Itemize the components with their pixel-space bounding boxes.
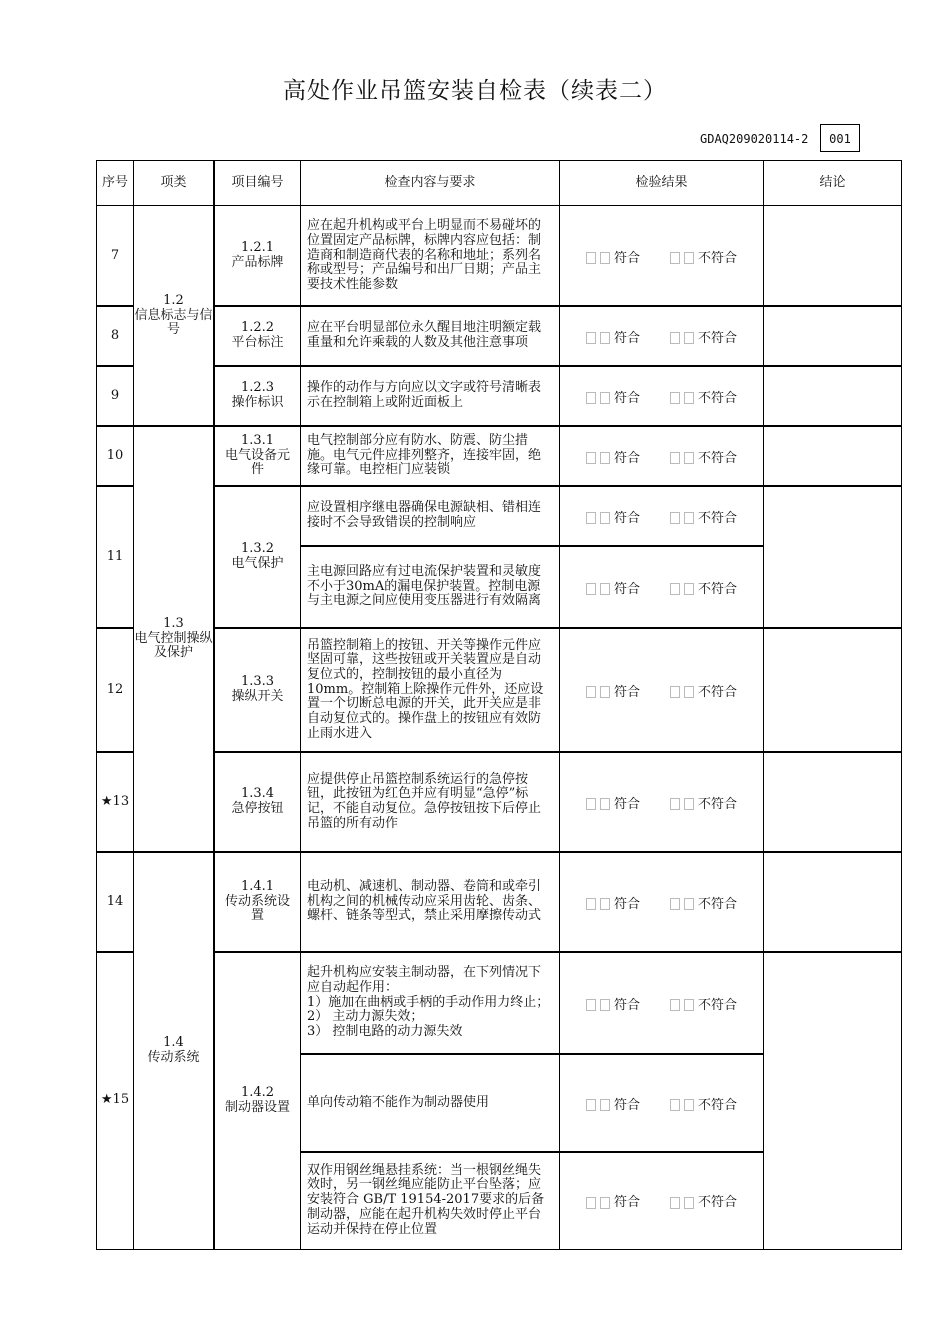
category-cell bbox=[133, 851, 215, 1250]
item-name: 急停按钮 bbox=[231, 801, 284, 816]
requirement-cell bbox=[300, 627, 560, 753]
conclusion-cell[interactable] bbox=[763, 951, 902, 1250]
result-cell bbox=[559, 305, 764, 367]
item-cell bbox=[214, 851, 301, 953]
checkbox-icon[interactable] bbox=[684, 1197, 694, 1209]
option-label: 不符合 bbox=[698, 1195, 738, 1210]
item-code: 1.3.2 bbox=[240, 541, 275, 557]
result-cell bbox=[559, 1151, 764, 1250]
seq-cell: ★13 bbox=[96, 751, 134, 853]
requirement-text: 应在起升机构或平台上明显而不易碰坏的位置固定产品标牌，标牌内容应包括：制造商和制造商代表的名称和地址；系列名称或型号；产品编号和出厂日期；产品主要技术性能参数 bbox=[307, 218, 542, 293]
item-code: 1.3.3 bbox=[240, 674, 275, 690]
item-name: 制动器设置 bbox=[224, 1099, 290, 1115]
option-label: 不符合 bbox=[698, 1097, 738, 1113]
requirement-text: 应提供停止吊篮控制系统运行的急停按钮，此按钮为红色并应有明显“急停”标记，不能自动复位。急停按钮按下后停止吊篮的所有动作 bbox=[307, 771, 542, 831]
option-label: 不符合 bbox=[698, 581, 738, 597]
checkbox-icon[interactable] bbox=[586, 999, 596, 1011]
conclusion-cell[interactable] bbox=[763, 425, 902, 487]
seq-cell: 12 bbox=[96, 627, 134, 753]
pass-option[interactable] bbox=[586, 247, 640, 266]
item-name: 电气保护 bbox=[231, 556, 284, 571]
seq-cell: 7 bbox=[96, 205, 134, 307]
item-cell bbox=[214, 751, 301, 853]
requirement-text: 电气控制部分应有防水、防震、防尘措施。电气元件应排列整齐，连接牢固，绝缘可靠。电控柜门应装锁 bbox=[307, 432, 542, 478]
category-name: 电气控制操纵及保护 bbox=[134, 630, 213, 661]
checkbox-icon[interactable] bbox=[600, 686, 610, 698]
requirement-text: 单向传动箱不能作为制动器使用 bbox=[307, 1094, 490, 1110]
requirement-cell bbox=[300, 365, 560, 427]
item-cell bbox=[214, 485, 301, 629]
item-name: 电气设备元件 bbox=[224, 447, 290, 478]
option-label: 不符合 bbox=[698, 896, 738, 912]
checkbox-icon[interactable] bbox=[586, 583, 596, 595]
checkbox-icon[interactable] bbox=[670, 332, 680, 344]
checkbox-icon[interactable] bbox=[670, 798, 680, 810]
option-label: 不符合 bbox=[698, 684, 738, 700]
result-cell bbox=[559, 1053, 764, 1153]
checkbox-icon[interactable] bbox=[600, 898, 610, 910]
conclusion-cell[interactable] bbox=[763, 205, 902, 307]
item-cell bbox=[214, 627, 301, 753]
item-code: 1.4.1 bbox=[240, 878, 275, 894]
checkbox-icon[interactable] bbox=[670, 252, 680, 264]
item-name: 传动系统设置 bbox=[224, 893, 290, 924]
option-label: 符合 bbox=[613, 250, 640, 266]
item-name: 操作标识 bbox=[231, 395, 284, 410]
requirement-cell bbox=[300, 545, 560, 629]
option-label: 符合 bbox=[613, 796, 640, 812]
checkbox-icon[interactable] bbox=[670, 392, 680, 404]
requirement-cell bbox=[300, 751, 560, 853]
pass-option[interactable] bbox=[586, 327, 640, 346]
checkbox-icon[interactable] bbox=[586, 252, 596, 264]
option-label: 不符合 bbox=[698, 997, 738, 1013]
checkbox-icon[interactable] bbox=[684, 686, 694, 698]
option-label: 符合 bbox=[613, 997, 640, 1013]
fail-option[interactable] bbox=[670, 1094, 737, 1113]
category-code: 1.4 bbox=[163, 1034, 184, 1050]
checkbox-icon[interactable] bbox=[600, 1099, 610, 1111]
item-code: 1.2.2 bbox=[240, 320, 275, 336]
option-label: 符合 bbox=[613, 510, 640, 526]
item-cell bbox=[214, 305, 301, 367]
requirement-text: 电动机、减速机、制动器、卷筒和或牵引机构之间的机械传动应采用齿轮、齿条、螺杆、链条等型式，禁止采用摩擦传动式 bbox=[307, 878, 542, 924]
checkbox-icon[interactable] bbox=[684, 392, 694, 404]
header-category: 项类 bbox=[133, 160, 215, 206]
option-label: 不符合 bbox=[698, 330, 738, 346]
result-cell bbox=[559, 851, 764, 953]
checkbox-icon[interactable] bbox=[684, 452, 694, 464]
requirement-cell bbox=[300, 305, 560, 367]
requirement-text: 起升机构应安装主制动器，在下列情况下应自动起作用： 1）施加在曲柄或手柄的手动作用力终止； 2） 主动力源失效； 3） 控制电路的动力源失效 bbox=[307, 965, 550, 1040]
category-name: 传动系统 bbox=[147, 1049, 200, 1065]
option-label: 符合 bbox=[613, 896, 640, 912]
conclusion-cell[interactable] bbox=[763, 485, 902, 629]
requirement-text: 主电源回路应有过电流保护装置和灵敏度不小于30mA的漏电保护装置。控制电源与主电源之间应使用变压器进行有效隔离 bbox=[307, 563, 542, 609]
document-number: 001 bbox=[820, 124, 860, 152]
pass-option[interactable] bbox=[586, 1094, 640, 1113]
option-label: 符合 bbox=[613, 390, 640, 406]
requirement-text: 应设置相序继电器确保电源缺相、错相连接时不会导致错误的控制响应 bbox=[307, 500, 542, 530]
fail-option[interactable] bbox=[670, 447, 737, 466]
checkbox-icon[interactable] bbox=[586, 332, 596, 344]
fail-option[interactable] bbox=[670, 793, 737, 812]
fail-option[interactable] bbox=[670, 994, 737, 1013]
item-cell bbox=[214, 365, 301, 427]
category-cell bbox=[133, 425, 215, 853]
checkbox-icon[interactable] bbox=[684, 512, 694, 524]
requirement-cell bbox=[300, 1053, 560, 1153]
requirement-text: 操作的动作与方向应以文字或符号清晰表示在控制箱上或附近面板上 bbox=[307, 380, 542, 410]
item-code: 1.2.1 bbox=[240, 240, 275, 256]
requirement-cell bbox=[300, 951, 560, 1055]
item-code: 1.3.4 bbox=[240, 786, 275, 802]
result-cell bbox=[559, 425, 764, 487]
requirement-cell bbox=[300, 851, 560, 953]
item-cell bbox=[214, 951, 301, 1250]
pass-option[interactable] bbox=[586, 507, 640, 526]
option-label: 不符合 bbox=[698, 390, 738, 406]
conclusion-cell[interactable] bbox=[763, 751, 902, 853]
item-name: 产品标牌 bbox=[231, 255, 284, 270]
category-code: 1.3 bbox=[163, 615, 184, 631]
fail-option[interactable] bbox=[670, 578, 737, 597]
seq-cell: 14 bbox=[96, 851, 134, 953]
result-cell bbox=[559, 545, 764, 629]
page-title: 高处作业吊篮安装自检表（续表二） bbox=[283, 78, 667, 104]
conclusion-cell[interactable] bbox=[763, 365, 902, 427]
checkbox-icon[interactable] bbox=[670, 898, 680, 910]
conclusion-cell[interactable] bbox=[763, 851, 902, 953]
checkbox-icon[interactable] bbox=[586, 452, 596, 464]
item-name: 平台标注 bbox=[231, 335, 284, 350]
checkbox-icon[interactable] bbox=[600, 252, 610, 264]
category-cell bbox=[133, 205, 215, 427]
checkbox-icon[interactable] bbox=[600, 512, 610, 524]
header-item-no: 项目编号 bbox=[214, 160, 301, 206]
checkbox-icon[interactable] bbox=[600, 583, 610, 595]
fail-option[interactable] bbox=[670, 507, 737, 526]
result-cell bbox=[559, 951, 764, 1055]
item-code: 1.2.3 bbox=[240, 380, 275, 396]
result-cell bbox=[559, 751, 764, 853]
pass-option[interactable] bbox=[586, 447, 640, 466]
seq-cell: 11 bbox=[96, 485, 134, 629]
checkbox-icon[interactable] bbox=[670, 686, 680, 698]
checkbox-icon[interactable] bbox=[586, 1197, 596, 1209]
checkbox-icon[interactable] bbox=[684, 583, 694, 595]
item-cell bbox=[214, 425, 301, 487]
requirement-text: 吊篮控制箱上的按钮、开关等操作元件应坚固可靠，这些按钮或开关装置应是自动复位式的，控制按钮的最小直径为10mm。控制箱上除操作元件外，还应设置一个切断总电源的开关，此开关应是非自动复位式的。操作盘上的按钮应有效防止雨水进入 bbox=[307, 637, 544, 741]
category-name: 信息标志与信号 bbox=[134, 307, 213, 338]
result-cell bbox=[559, 627, 764, 753]
checkbox-icon[interactable] bbox=[600, 798, 610, 810]
requirement-cell bbox=[300, 425, 560, 487]
checkbox-icon[interactable] bbox=[670, 512, 680, 524]
checkbox-icon[interactable] bbox=[586, 392, 596, 404]
checkbox-icon[interactable] bbox=[670, 1099, 680, 1111]
seq-cell: 10 bbox=[96, 425, 134, 487]
result-cell bbox=[559, 485, 764, 547]
header-content: 检查内容与要求 bbox=[300, 160, 560, 206]
item-name: 操纵开关 bbox=[231, 689, 284, 704]
checkbox-icon[interactable] bbox=[670, 452, 680, 464]
seq-cell: 9 bbox=[96, 365, 134, 427]
checkbox-icon[interactable] bbox=[586, 686, 596, 698]
item-cell bbox=[214, 205, 301, 307]
requirement-text: 应在平台明显部位永久醒目地注明额定载重量和允许乘载的人数及其他注意事项 bbox=[307, 320, 542, 350]
header-result: 检验结果 bbox=[559, 160, 764, 206]
header-seq: 序号 bbox=[96, 160, 134, 206]
checkbox-icon[interactable] bbox=[600, 452, 610, 464]
checkbox-icon[interactable] bbox=[684, 332, 694, 344]
checkbox-icon[interactable] bbox=[586, 512, 596, 524]
checkbox-icon[interactable] bbox=[600, 392, 610, 404]
option-label: 符合 bbox=[613, 1195, 640, 1210]
fail-option[interactable] bbox=[670, 247, 737, 266]
checkbox-icon[interactable] bbox=[684, 898, 694, 910]
option-label: 符合 bbox=[613, 330, 640, 346]
header-conclusion: 结论 bbox=[763, 160, 902, 206]
checkbox-icon[interactable] bbox=[670, 999, 680, 1011]
document-code: GDAQ209020114-2 bbox=[700, 132, 809, 146]
fail-option[interactable] bbox=[670, 327, 737, 346]
seq-cell: ★15 bbox=[96, 951, 134, 1250]
requirement-cell bbox=[300, 205, 560, 307]
item-code: 1.4.2 bbox=[240, 1084, 275, 1100]
option-label: 符合 bbox=[613, 1097, 640, 1113]
result-cell bbox=[559, 205, 764, 307]
pass-option[interactable] bbox=[586, 793, 640, 812]
checkbox-icon[interactable] bbox=[684, 798, 694, 810]
conclusion-cell[interactable] bbox=[763, 305, 902, 367]
conclusion-cell[interactable] bbox=[763, 627, 902, 753]
result-cell bbox=[559, 365, 764, 427]
category-code: 1.2 bbox=[163, 292, 184, 308]
pass-option[interactable] bbox=[586, 681, 640, 700]
option-label: 符合 bbox=[613, 450, 640, 466]
checkbox-icon[interactable] bbox=[600, 332, 610, 344]
fail-option[interactable] bbox=[670, 681, 737, 700]
option-label: 不符合 bbox=[698, 250, 738, 266]
option-label: 符合 bbox=[613, 581, 640, 597]
requirement-cell bbox=[300, 485, 560, 547]
pass-option[interactable] bbox=[586, 387, 640, 406]
option-label: 不符合 bbox=[698, 510, 738, 526]
requirement-cell bbox=[300, 1151, 560, 1250]
requirement-text: 双作用钢丝绳悬挂系统：当一根钢丝绳失效时，另一钢丝绳应能防止平台坠落；应安装符合 GB/T 19154-2017要求的后备制动器，应能在起升机构失效时停止平台运动并保持在停止位置 bbox=[307, 1162, 545, 1237]
option-label: 符合 bbox=[613, 684, 640, 700]
pass-option[interactable] bbox=[586, 994, 640, 1013]
checkbox-icon[interactable] bbox=[586, 898, 596, 910]
seq-cell: 8 bbox=[96, 305, 134, 367]
fail-option[interactable] bbox=[670, 387, 737, 406]
checkbox-icon[interactable] bbox=[684, 1099, 694, 1111]
fail-option[interactable] bbox=[670, 1191, 737, 1210]
item-code: 1.3.1 bbox=[240, 432, 275, 448]
pass-option[interactable] bbox=[586, 893, 640, 912]
fail-option[interactable] bbox=[670, 893, 737, 912]
checkbox-icon[interactable] bbox=[670, 1197, 680, 1209]
checkbox-icon[interactable] bbox=[670, 583, 680, 595]
option-label: 不符合 bbox=[698, 796, 738, 812]
checkbox-icon[interactable] bbox=[684, 999, 694, 1011]
option-label: 不符合 bbox=[698, 450, 738, 466]
checkbox-icon[interactable] bbox=[600, 1197, 610, 1209]
checkbox-icon[interactable] bbox=[586, 798, 596, 810]
checkbox-icon[interactable] bbox=[586, 1099, 596, 1111]
pass-option[interactable] bbox=[586, 578, 640, 597]
checkbox-icon[interactable] bbox=[684, 252, 694, 264]
pass-option[interactable] bbox=[586, 1191, 640, 1210]
checkbox-icon[interactable] bbox=[600, 999, 610, 1011]
